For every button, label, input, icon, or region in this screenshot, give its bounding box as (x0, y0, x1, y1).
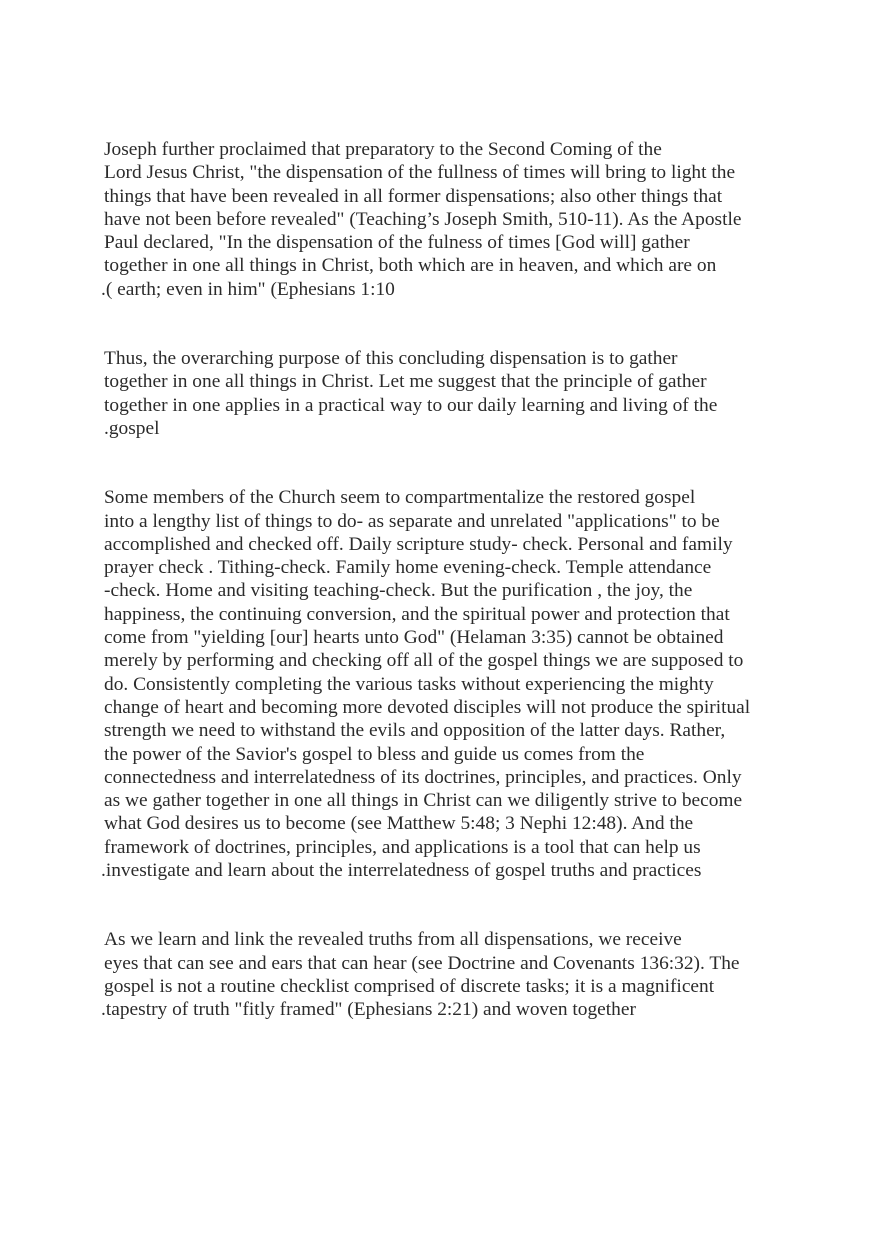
text-line: what God desires us to become (see Matthew 5:48; 3 Nephi 12:48). And the (104, 813, 694, 835)
text-line: As we learn and link the revealed truths from all dispensations, we receive (104, 929, 682, 951)
text-line: .gospel (104, 417, 160, 439)
text-line: Lord Jesus Christ, "the dispensation of the fullness of times will bring to light the (104, 162, 736, 184)
text-line: merely by performing and checking off all of the gospel things we are supposed to (104, 650, 744, 672)
text-line: happiness, the continuing conversion, and the spiritual power and protection that (104, 603, 730, 625)
text-line: .( earth; even in him" (Ephesians 1:10 (101, 278, 395, 300)
text-line: prayer check . Tithing-check. Family home evening-check. Temple attendance (104, 557, 712, 579)
document-body (101, 138, 794, 1068)
text-line: things that have been revealed in all former dispensations; also other things that (104, 185, 723, 207)
text-line: the power of the Savior's gospel to bless and guide us comes from the (104, 743, 645, 765)
text-line: accomplished and checked off. Daily scripture study- check. Personal and family (104, 533, 733, 555)
text-line: change of heart and becoming more devoted disciples will not produce the spiritual (104, 696, 751, 718)
text-line: connectedness and interrelatedness of its doctrines, principles, and practices. Only (104, 766, 742, 788)
text-line: as we gather together in one all things in Christ can we diligently strive to become (104, 790, 743, 812)
text-line: eyes that can see and ears that can hear (see Doctrine and Covenants 136:32). The (104, 952, 740, 974)
text-line: into a lengthy list of things to do- as separate and unrelated "applications" to be (104, 510, 720, 532)
text-line: have not been before revealed" (Teaching’s Joseph Smith, 510-11). As the Apostle (104, 208, 742, 230)
text-line: Joseph further proclaimed that preparatory to the Second Coming of the (104, 139, 662, 160)
text-line: do. Consistently completing the various tasks without experiencing the mighty (104, 673, 714, 695)
text-line: framework of doctrines, principles, and applications is a tool that can help us (104, 836, 701, 858)
text-line: .investigate and learn about the interrelatedness of gospel truths and practices (101, 860, 702, 882)
paragraph-1 (101, 138, 794, 301)
text-line: Thus, the overarching purpose of this concluding dispensation is to gather (104, 348, 678, 370)
text-line: together in one all things in Christ. Let me suggest that the principle of gather (104, 371, 707, 393)
text-line: .tapestry of truth "fitly framed" (Ephesians 2:21) and woven together (101, 999, 636, 1021)
paragraph-2 (104, 347, 794, 440)
text-line: together in one all things in Christ, both which are in heaven, and which are on (104, 255, 717, 277)
text-line: -check. Home and visiting teaching-check. But the purification , the joy, the (104, 580, 693, 602)
paragraph-3 (101, 486, 794, 882)
text-line: strength we need to withstand the evils and opposition of the latter days. Rather, (104, 720, 726, 742)
paragraph-4 (101, 928, 794, 1021)
text-line: together in one applies in a practical way to our daily learning and living of the (104, 394, 718, 416)
text-line: come from "yielding [our] hearts unto God" (Helaman 3:35) cannot be obtained (104, 627, 724, 649)
text-line: Paul declared, "In the dispensation of the fulness of times [God will] gather (104, 232, 690, 254)
text-line: Some members of the Church seem to compartmentalize the restored gospel (104, 487, 696, 509)
text-line: gospel is not a routine checklist comprised of discrete tasks; it is a magnificent (104, 975, 715, 997)
